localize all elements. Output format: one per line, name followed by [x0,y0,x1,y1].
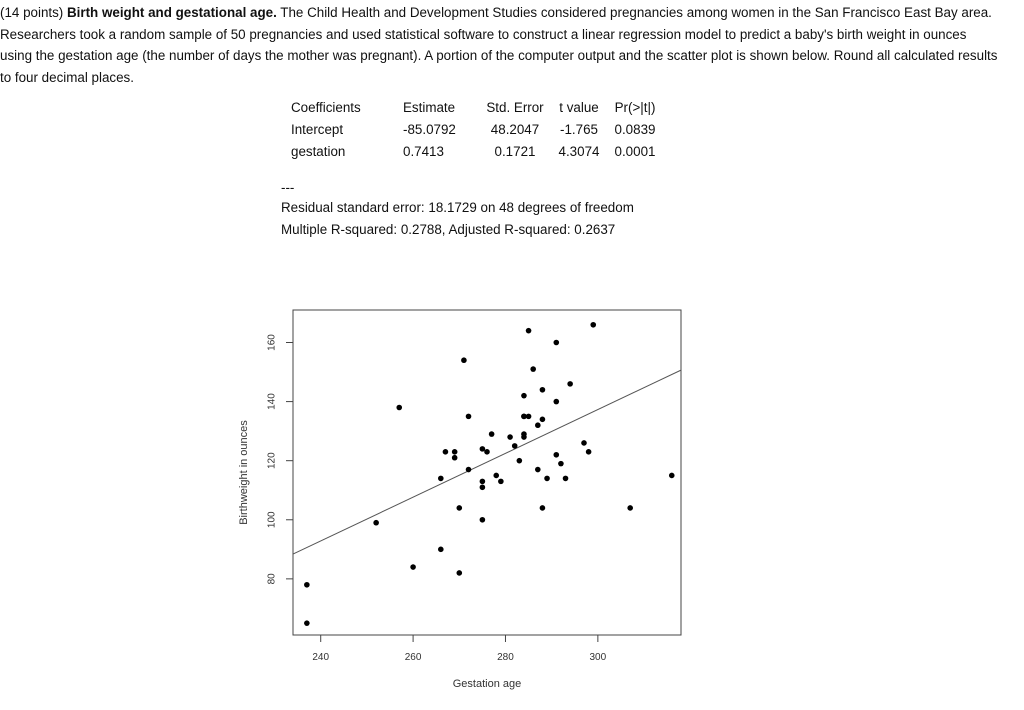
y-tick-label: 140 [266,393,278,410]
data-point [438,547,444,553]
data-point [304,620,310,626]
r-squared: Multiple R-squared: 0.2788, Adjusted R-squared: 0.2637 [281,222,616,237]
data-point [512,443,518,449]
data-point [540,387,546,393]
data-point [540,505,546,511]
table-header: Coefficients [291,99,361,115]
table-header: t value [559,99,599,115]
data-point [410,564,416,570]
table-header: Pr(>|t|) [614,99,656,115]
data-point [489,431,495,437]
data-point [590,322,596,328]
data-point [466,414,472,420]
data-point [396,405,402,411]
data-point [586,449,592,455]
data-point [373,520,379,526]
regression-line [293,370,681,554]
table-cell: -85.0792 [403,121,456,137]
data-point [484,449,490,455]
table-cell: 0.0839 [614,121,656,137]
data-point [526,414,532,420]
data-point [438,476,444,482]
data-point [530,366,536,372]
table-header: Std. Error [486,99,544,115]
data-point [443,449,449,455]
y-axis-title: Birthweight in ounces [237,420,250,525]
data-point [553,340,559,346]
data-point [480,517,486,523]
data-point [669,473,675,479]
x-tick-label: 280 [497,652,514,663]
table-cell: 0.1721 [494,143,536,159]
data-point [581,440,587,446]
x-tick-label: 240 [312,652,330,663]
data-point [480,446,486,452]
plot-frame [293,310,681,635]
table-cell: 4.3074 [558,143,600,159]
data-point [567,381,573,387]
data-point [521,434,527,440]
y-tick-label: 120 [266,452,278,470]
data-point [452,449,458,455]
data-point [540,417,546,423]
data-point [563,476,569,482]
data-point [493,473,499,479]
data-point [627,505,633,511]
data-point [466,467,472,473]
data-point [480,484,486,490]
output-separator: --- [281,180,295,195]
data-point [517,458,523,464]
table-cell: gestation [291,143,346,159]
data-point [544,476,550,482]
data-point [535,467,541,473]
table-cell: 48.2047 [490,121,540,137]
data-point [535,422,541,428]
problem-body: The Child Health and Development Studies considered pregnancies among women in the San Francisco East Bay area. Researchers took a random sample of 50 pregnancies and used statistical software to construct a linear regression model to predict a baby's birth weight in ounces using the gestation age (the number of days the mother was pregnant). A portion of the computer output and the scatter plot is shown below. Round all calculated results to four decimal places. [0,5,998,85]
problem-points: (14 points) [0,5,64,20]
table-header: Estimate [403,99,456,115]
data-point [558,461,564,467]
data-point [521,393,527,399]
x-axis-title: Gestation age [452,678,522,690]
residual-standard-error: Residual standard error: 18.1729 on 48 degrees of freedom [281,200,634,215]
data-point [553,399,559,405]
x-tick-label: 300 [589,652,607,663]
table-cell: 0.7413 [403,143,444,159]
table-cell: 0.0001 [614,143,656,159]
data-point [553,452,559,458]
data-point [452,455,458,461]
data-point [480,479,486,485]
data-point [456,570,462,576]
y-tick-label: 80 [266,573,278,585]
y-tick-label: 100 [266,511,278,529]
data-point [526,328,532,334]
table-cell: -1.765 [560,121,598,137]
y-tick-label: 160 [266,334,278,351]
data-point [507,434,513,440]
table-cell: Intercept [291,121,344,137]
data-point [304,582,310,588]
data-point [498,479,504,485]
data-point [456,505,462,511]
problem-title: Birth weight and gestational age. [67,5,277,20]
x-tick-label: 260 [404,652,422,663]
data-point [461,357,467,363]
